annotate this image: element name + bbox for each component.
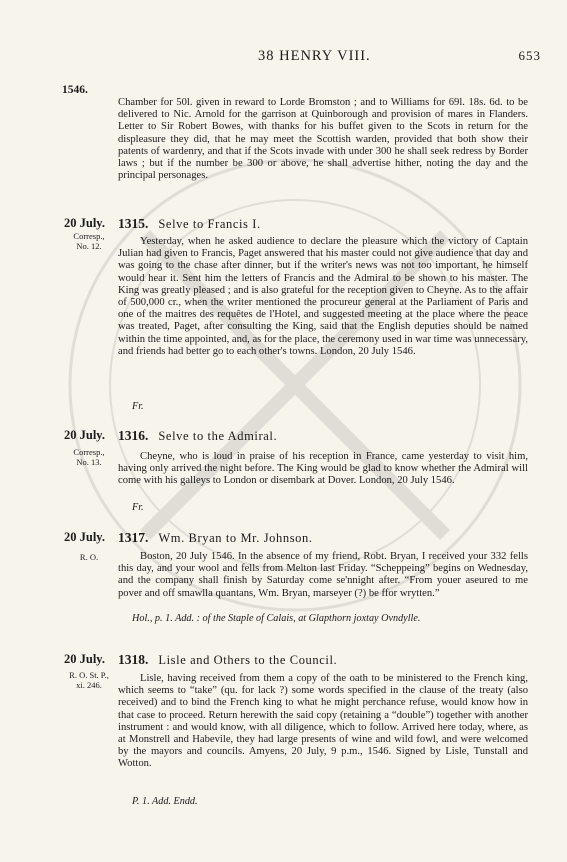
running-header [0,48,567,68]
entry-body: Cheyne, who is loud in praise of his reception in France, came yesterday to visit him, having only arrived the night before. The King would be glad to know whether the Admiral will come with his galleys to London or disembark at Dover. London, 20 July 1546. [118,451,528,487]
entry-number: 1316. [118,428,149,443]
entry-source: R. O. St. P., xi. 246. [69,670,109,690]
entry-date: 20 July. [64,652,105,666]
entry-heading: Selve to Francis I. [158,217,261,231]
entry-source: Corresp., No. 13. [73,447,105,467]
entry-number: 1318. [118,652,149,667]
entry-body: Boston, 20 July 1546. In the absence of my friend, Robt. Bryan, I received your 332 fells this day, and your wool and fells from Melton last Friday. “Scheppeing” begins on Wednesday, and the company shall finish by Saturday come se'nnight after. “From youer aseured to me pover and off smawlla quantans, Wm. Bryan, marseyer (?) be ffor wrytten.” [118,551,528,599]
entry-heading: Selve to the Admiral. [158,429,278,443]
margin-year: 1546. [62,84,88,96]
entry-title [118,652,337,668]
entry-foot: Fr. [132,401,144,412]
entry-foot: Fr. [132,502,144,513]
entry-title [118,530,313,546]
entry-title [118,428,277,444]
entry-source: R. O. [79,552,99,562]
page-number: 653 [518,48,541,63]
entry-source: Corresp., No. 12. [73,231,105,251]
entry-heading: Lisle and Others to the Council. [158,653,338,667]
running-title: 38 HENRY VIII. [258,48,371,64]
entry-heading: Wm. Bryan to Mr. Johnson. [158,531,313,545]
entry-body: Yesterday, when he asked audience to declare the pleasure which the victory of Captain Julian had given to Francis, Paget answered that his master could not give audience that day and was going to the chase after dinner, but if the writer's news was not too important, he himself would hear it. Sent him the letters of Francis and the Admiral to be shown to his master. The King was greatly pleased ; and is also grateful for the reception given to Cheyne. As to the affair of 500,000 cr., when the writer mentioned the procureur general at the Parliament of Paris and one of the maitres des requêtes de l'Hotel, and suggested meeting at the place where the peace was treated, Paget, after consulting the King, said that the English deputies should be named within the time appointed, and, as for the place, the ceremony used in war time was unnecessary, and friends had better go to each other's towns. London, 20 July 1546. [118,236,528,357]
entry-foot: Hol., p. 1. Add. : of the Staple of Calais, at Glapthorn joxtay Ovndylle. [132,613,421,624]
entry-date: 20 July. [64,428,105,442]
entry-number: 1317. [118,530,149,545]
entry-title [118,216,261,232]
entry-number: 1315. [118,216,149,231]
entry-body: Lisle, having received from them a copy of the oath to be ministered to the French king, which seems to “take” (qu. for lack ?) some words specified in the clause of the treaty (also received) and to bind the French king to what he might perchance refuse, would know how in that case to proceed. Return herewith the said copy (retaining a “double”) together with another instrument : and would know, with all diligence, which to follow. Arrived here today, where, as at Monstrell and Habevile, they had large presents of wine and wild fowl, and were welcomed by the mayors and councils. Amyens, 20 July, 9 p.m., 1546. Signed by Lisle, Tunstall and Wotton. [118,673,528,770]
entry-date: 20 July. [64,216,105,230]
continuation-paragraph: Chamber for 50l. given in reward to Lorde Bromston ; and to Williams for 69l. 18s. 6d. to be delivered to Nic. Arnold for the garrison at Quinborough and provision of mares in Flanders. Letter to Sir Robert Bowes, with thanks for his buffet given to the Scots in return for the displeasure they did, that he may meet the Scottish warden, provided that both show their patents of wardenry, and that if the Scots invade with under 300 he shall seek redress by Border laws ; but if the number be 300 or above, he shall advertise hither, noting the day and the principal personages. [118,97,528,182]
entry-date: 20 July. [64,530,105,544]
entry-foot: P. 1. Add. Endd. [132,796,198,807]
